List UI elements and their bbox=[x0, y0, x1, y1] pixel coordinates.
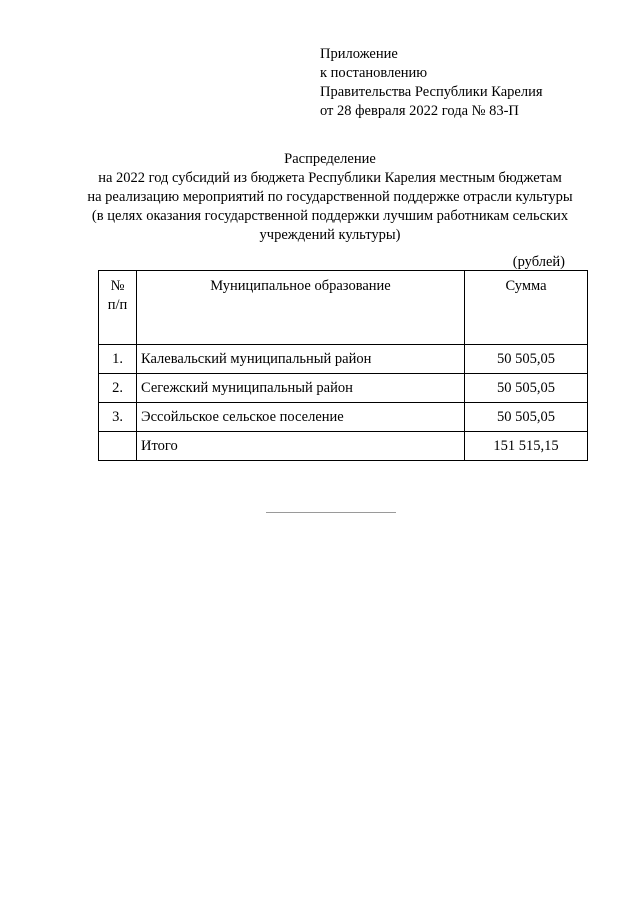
appendix-line: к постановлению bbox=[320, 65, 428, 81]
header-municipality: Муниципальное образование bbox=[137, 271, 465, 345]
table-total-row bbox=[99, 432, 588, 461]
distribution-table bbox=[98, 270, 588, 461]
document-title bbox=[60, 150, 600, 245]
table-header-row bbox=[99, 271, 588, 345]
title-line: на 2022 год субсидий из бюджета Республики Карелия местным бюджетам bbox=[98, 170, 562, 186]
row-municipality: Эссойльское сельское поселение bbox=[137, 403, 465, 432]
appendix-line: Приложение bbox=[320, 46, 398, 62]
appendix-date-line: от 28 февраля 2022 года № 83-П bbox=[320, 103, 519, 119]
header-amount: Сумма bbox=[465, 271, 588, 345]
total-number bbox=[99, 432, 137, 461]
row-municipality: Калевальский муниципальный район bbox=[137, 345, 465, 374]
row-number: 2. bbox=[99, 374, 137, 403]
row-amount: 50 505,05 bbox=[465, 374, 588, 403]
row-amount: 50 505,05 bbox=[465, 345, 588, 374]
header-number bbox=[99, 271, 137, 345]
title-line: на реализацию мероприятий по государственной поддержке отрасли культуры bbox=[87, 189, 573, 205]
appendix-line: Правительства Республики Карелия bbox=[320, 84, 543, 100]
units-label: (рублей) bbox=[512, 254, 565, 270]
total-amount: 151 515,15 bbox=[465, 432, 588, 461]
row-municipality: Сегежский муниципальный район bbox=[137, 374, 465, 403]
title-line: (в целях оказания государственной поддержки лучшим работникам сельских bbox=[91, 208, 569, 224]
header-number-abbrev: п/п bbox=[107, 297, 128, 313]
total-label: Итого bbox=[137, 432, 465, 461]
row-amount: 50 505,05 bbox=[465, 403, 588, 432]
title-line: Распределение bbox=[284, 151, 376, 167]
end-divider bbox=[266, 512, 396, 513]
table-row bbox=[99, 403, 588, 432]
appendix-header bbox=[320, 45, 543, 121]
row-number: 1. bbox=[99, 345, 137, 374]
table-row bbox=[99, 374, 588, 403]
header-number-symbol: № bbox=[110, 278, 125, 294]
title-line: учреждений культуры) bbox=[259, 227, 401, 243]
table-row bbox=[99, 345, 588, 374]
row-number: 3. bbox=[99, 403, 137, 432]
